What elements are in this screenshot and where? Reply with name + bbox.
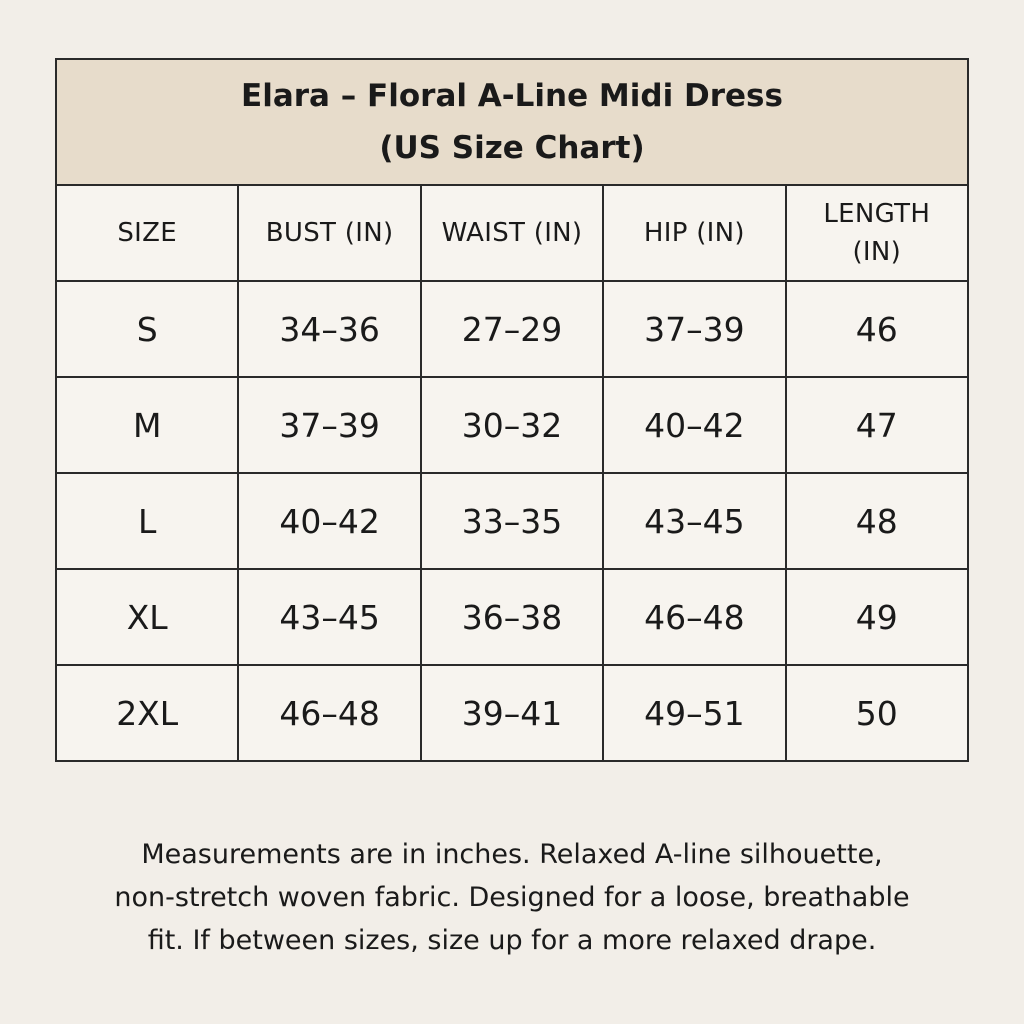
cell-waist: 39–41 xyxy=(421,665,603,761)
table-row-2xl xyxy=(56,665,968,761)
chart-title xyxy=(56,59,968,185)
cell-length: 50 xyxy=(786,665,968,761)
header-size: SIZE xyxy=(56,185,238,281)
cell-bust: 34–36 xyxy=(238,281,420,377)
size-chart-table xyxy=(55,58,969,762)
cell-hip: 46–48 xyxy=(603,569,785,665)
header-length xyxy=(786,185,968,281)
cell-size: S xyxy=(56,281,238,377)
title-row xyxy=(56,59,968,185)
footnote-line-1: Measurements are in inches. Relaxed A-line silhouette, xyxy=(141,839,883,870)
cell-hip: 43–45 xyxy=(603,473,785,569)
header-row xyxy=(56,185,968,281)
cell-bust: 37–39 xyxy=(238,377,420,473)
cell-bust: 43–45 xyxy=(238,569,420,665)
cell-waist: 33–35 xyxy=(421,473,603,569)
table-row-s xyxy=(56,281,968,377)
chart-title-line-2: (US Size Chart) xyxy=(379,130,645,166)
cell-hip: 49–51 xyxy=(603,665,785,761)
table-row-xl xyxy=(56,569,968,665)
header-waist: WAIST (IN) xyxy=(421,185,603,281)
cell-length: 48 xyxy=(786,473,968,569)
cell-length: 46 xyxy=(786,281,968,377)
cell-size: L xyxy=(56,473,238,569)
table-row-m xyxy=(56,377,968,473)
cell-size: M xyxy=(56,377,238,473)
cell-bust: 46–48 xyxy=(238,665,420,761)
cell-size: 2XL xyxy=(56,665,238,761)
header-bust: BUST (IN) xyxy=(238,185,420,281)
table-row-l xyxy=(56,473,968,569)
header-hip: HIP (IN) xyxy=(603,185,785,281)
fit-footnote xyxy=(40,833,984,962)
cell-bust: 40–42 xyxy=(238,473,420,569)
cell-length: 49 xyxy=(786,569,968,665)
cell-length: 47 xyxy=(786,377,968,473)
header-length-line-1: LENGTH xyxy=(823,199,931,229)
cell-size: XL xyxy=(56,569,238,665)
cell-hip: 40–42 xyxy=(603,377,785,473)
footnote-line-2: non-stretch woven fabric. Designed for a loose, breathable xyxy=(114,882,910,913)
footnote-line-3: fit. If between sizes, size up for a more relaxed drape. xyxy=(147,925,877,956)
cell-hip: 37–39 xyxy=(603,281,785,377)
cell-waist: 36–38 xyxy=(421,569,603,665)
header-length-line-2: (IN) xyxy=(852,237,902,267)
chart-title-line-1: Elara – Floral A-Line Midi Dress xyxy=(241,78,783,114)
cell-waist: 27–29 xyxy=(421,281,603,377)
cell-waist: 30–32 xyxy=(421,377,603,473)
